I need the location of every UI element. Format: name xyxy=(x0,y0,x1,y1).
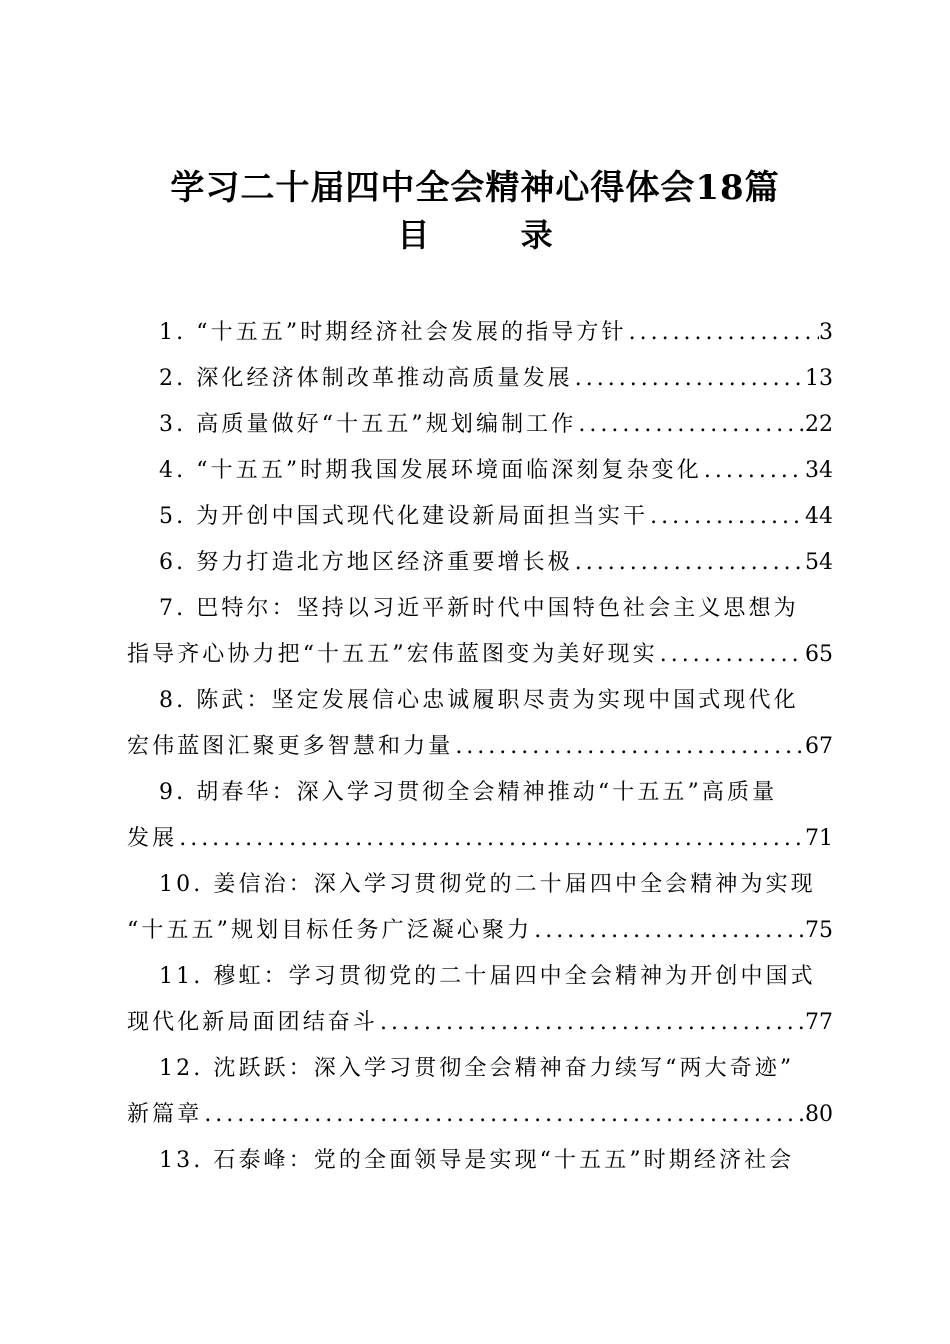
toc-entry-line-1[interactable] xyxy=(127,1046,833,1092)
toc-entry-title: 11. 穆虹：学习贯彻党的二十届四中全会精神为开创中国式 xyxy=(159,964,816,989)
toc-entry-title: 新篇章 xyxy=(127,1102,203,1127)
toc-entry-title: 发展 xyxy=(127,826,178,851)
toc-page-number: 54 xyxy=(805,550,833,575)
toc-leader-dots xyxy=(627,310,819,356)
toc-entry-line-1[interactable] xyxy=(127,862,833,908)
toc-entry[interactable] xyxy=(127,448,833,494)
toc-leader-dots xyxy=(648,494,805,540)
toc-leader-dots xyxy=(378,1000,805,1046)
toc-leader-dots xyxy=(658,632,805,678)
toc-entry-title: 4. “十五五”时期我国发展环境面临深刻复杂变化 xyxy=(159,458,702,483)
toc-entry-title: 现代化新局面团结奋斗 xyxy=(127,1010,379,1035)
toc-entry-title: 10. 姜信治：深入学习贯彻党的二十届四中全会精神为实现 xyxy=(159,872,816,897)
toc-page-number: 80 xyxy=(805,1102,833,1127)
toc-entry[interactable] xyxy=(127,494,833,540)
toc-entry-line-1[interactable] xyxy=(127,954,833,1000)
toc-leader-dots xyxy=(702,448,805,494)
toc-entry-title: 3. 高质量做好“十五五”规划编制工作 xyxy=(159,412,577,437)
document-title: 学习二十届四中全会精神心得体会18篇 xyxy=(170,168,780,208)
toc-leader-dots xyxy=(202,1092,805,1138)
toc-entry-line-1[interactable] xyxy=(127,1138,833,1184)
toc-entry-line-2[interactable] xyxy=(127,908,833,954)
toc-page-number: 34 xyxy=(805,458,833,483)
toc-entry-line-2[interactable] xyxy=(127,632,833,678)
toc-entry-title: 1. “十五五”时期经济社会发展的指导方针 xyxy=(159,320,627,345)
toc-entry-title: 7. 巴特尔：坚持以习近平新时代中国特色社会主义思想为 xyxy=(159,596,799,621)
toc-entry-line-2[interactable] xyxy=(127,1000,833,1046)
toc-entry-line-1[interactable] xyxy=(127,678,833,724)
toc-entry[interactable] xyxy=(127,356,833,402)
toc-page-number: 22 xyxy=(805,412,833,437)
toc-entry-title: 指导齐心协力把“十五五”宏伟蓝图变为美好现实 xyxy=(127,642,658,667)
toc-entry-title: 6. 努力打造北方地区经济重要增长极 xyxy=(159,550,573,575)
toc-entry-line-2[interactable] xyxy=(127,816,833,862)
toc-page-number: 65 xyxy=(805,642,833,667)
toc-leader-dots xyxy=(453,724,805,770)
table-of-contents xyxy=(127,310,833,1184)
toc-page-number: 71 xyxy=(805,826,833,851)
toc-entry[interactable] xyxy=(127,540,833,586)
toc-entry-title: 5. 为开创中国式现代化建设新局面担当实干 xyxy=(159,504,649,529)
toc-entry-line-2[interactable] xyxy=(127,724,833,770)
toc-entry-line-2[interactable] xyxy=(127,1092,833,1138)
toc-leader-dots xyxy=(177,816,805,862)
toc-page-number: 3 xyxy=(819,320,833,345)
toc-page-number: 77 xyxy=(805,1010,833,1035)
toc-entry-title: 12. 沈跃跃：深入学习贯彻全会精神奋力续写“两大奇迹” xyxy=(159,1056,795,1081)
toc-entry-title: 13. 石泰峰：党的全面领导是实现“十五五”时期经济社会 xyxy=(159,1148,795,1173)
toc-entry-title: 8. 陈武：坚定发展信心忠诚履职尽责为实现中国式现代化 xyxy=(159,688,799,713)
toc-heading: 目 录 xyxy=(397,216,593,254)
toc-leader-dots xyxy=(573,540,805,586)
toc-page-number: 44 xyxy=(805,504,833,529)
toc-page-number: 13 xyxy=(805,366,833,391)
toc-entry-title: 宏伟蓝图汇聚更多智慧和力量 xyxy=(127,734,454,759)
toc-entry-title: “十五五”规划目标任务广泛凝心聚力 xyxy=(127,918,533,943)
toc-leader-dots xyxy=(576,402,805,448)
toc-page-number: 67 xyxy=(805,734,833,759)
toc-entry[interactable] xyxy=(127,402,833,448)
toc-entry-title: 2. 深化经济体制改革推动高质量发展 xyxy=(159,366,573,391)
toc-entry-line-1[interactable] xyxy=(127,586,833,632)
toc-entry-line-1[interactable] xyxy=(127,770,833,816)
toc-leader-dots xyxy=(532,908,805,954)
toc-page-number: 75 xyxy=(805,918,833,943)
toc-entry[interactable] xyxy=(127,310,833,356)
toc-entry-title: 9. 胡春华：深入学习贯彻全会精神推动“十五五”高质量 xyxy=(159,780,778,805)
toc-leader-dots xyxy=(573,356,805,402)
